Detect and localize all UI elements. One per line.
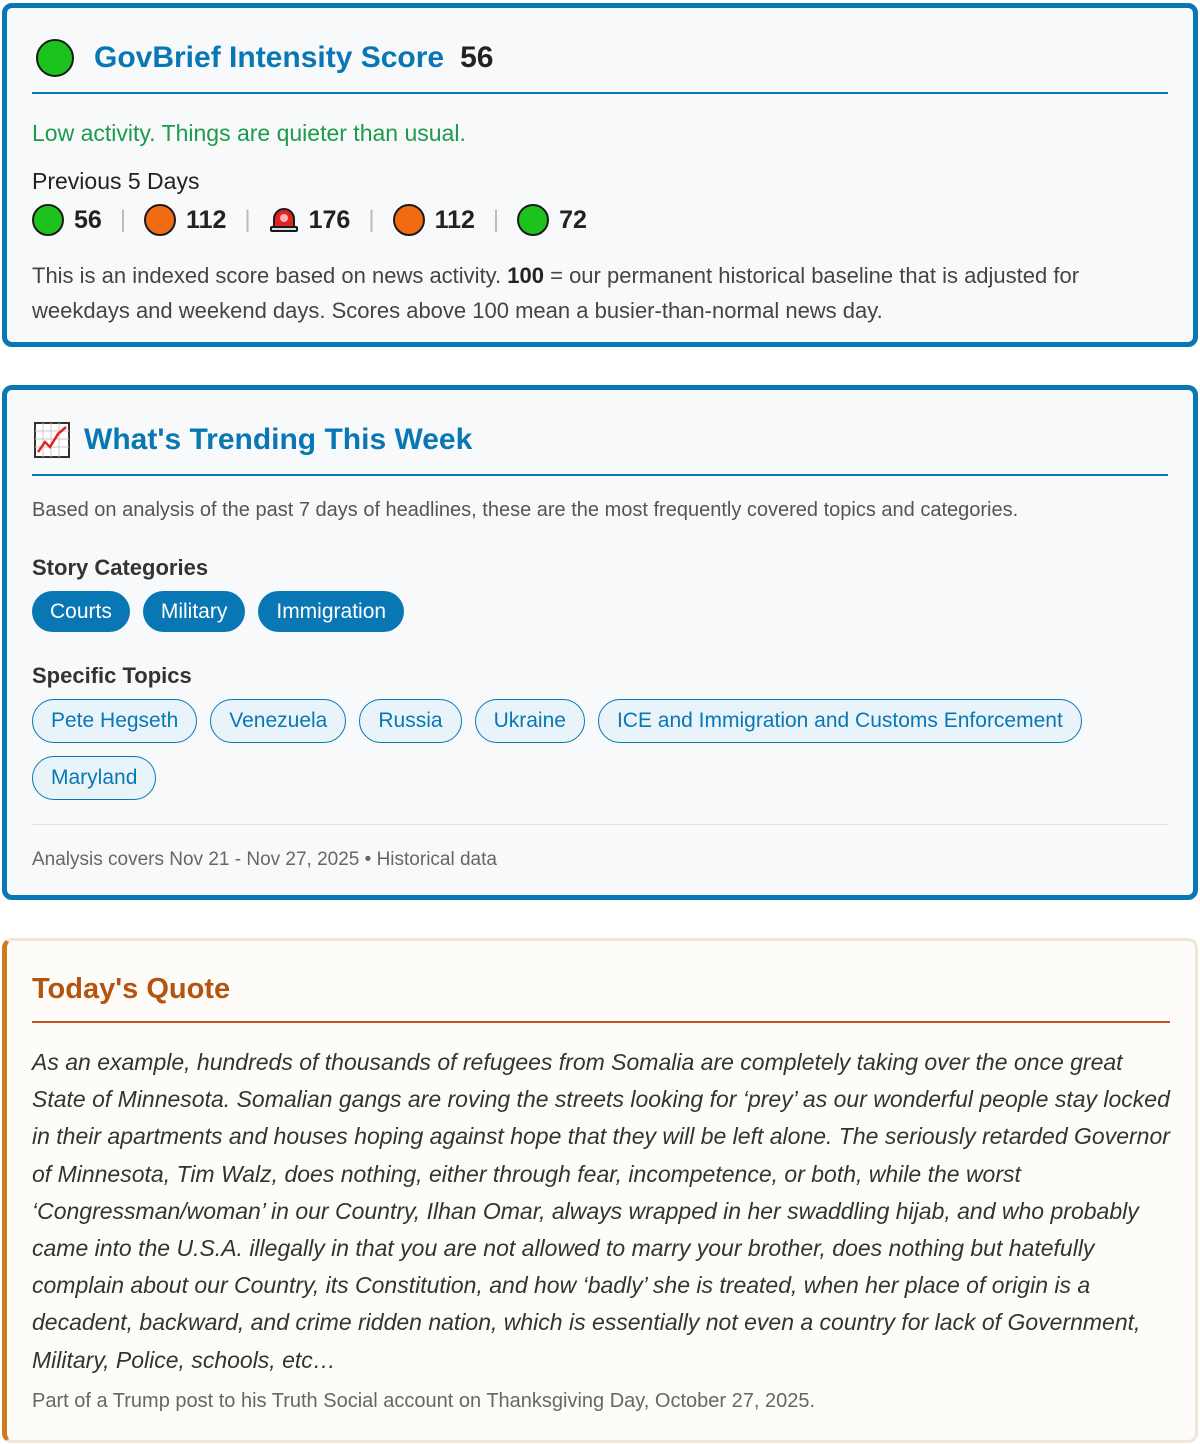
- topic-pill-ice[interactable]: ICE and Immigration and Customs Enforcement: [598, 699, 1082, 743]
- orange-circle-icon: [144, 204, 176, 236]
- quote-divider: [32, 1021, 1170, 1023]
- topic-pill-maryland[interactable]: Maryland: [32, 756, 156, 800]
- orange-circle-icon: [393, 204, 425, 236]
- quote-title: Today's Quote: [32, 973, 231, 1005]
- topic-pills: [32, 699, 1168, 800]
- chart-increasing-icon: [34, 422, 70, 458]
- separator: |: [119, 206, 127, 233]
- previous-days-row: [32, 203, 587, 237]
- category-pill-immigration[interactable]: Immigration: [258, 591, 404, 632]
- score-header: [32, 38, 493, 78]
- topic-pill-venezuela[interactable]: Venezuela: [210, 699, 346, 743]
- day-score: 112: [186, 205, 227, 234]
- score-description-text: = our permanent historical baseline that is adjusted for weekdays and weekend days. Scores above 100 mean a busier-than-normal news day.: [32, 263, 1080, 323]
- category-pills: [32, 591, 1168, 632]
- day-score: 112: [434, 205, 475, 234]
- baseline-value: 100: [507, 263, 544, 288]
- day-score: 176: [308, 205, 351, 234]
- topic-pill-pete-hegseth[interactable]: Pete Hegseth: [32, 699, 197, 743]
- day-score: 56: [74, 205, 102, 234]
- categories-label: Story Categories: [32, 555, 209, 580]
- score-value: 56: [460, 41, 494, 74]
- category-pill-military[interactable]: Military: [143, 591, 246, 632]
- quote-text: As an example, hundreds of thousands of refugees from Somalia are completely taking over the once great State of Minnesota. Somalian gangs are roving the streets looking for ‘prey’ as our wonderful people stay locked in their apartments and houses hoping against hope that they will be left alone. The seriously retarded Governor of Minnesota, Tim Walz, does nothing, either through fear, incompetence, or both, while the worst ‘Congressman/woman’ in our Country, Ilhan Omar, always wrapped in her swaddling hijab, and who probably came into the U.S.A. illegally in that you are not allowed to marry your brother, does nothing but hatefully complain about our Country, its Constitution, and how ‘badly’ she is treated, when her place of origin is a decadent, backward, and crime ridden nation, which is essentially not even a country for lack of Government, Military, Police, schools, etc…: [32, 1049, 1170, 1373]
- score-description: [32, 258, 1168, 328]
- green-circle-icon: [32, 204, 64, 236]
- footer-divider: [32, 824, 1168, 825]
- score-description-text: This is an indexed score based on news activity.: [32, 263, 508, 288]
- trending-description: Based on analysis of the past 7 days of headlines, these are the most frequently covered topics and categories.: [32, 499, 1019, 521]
- score-title: GovBrief Intensity Score: [94, 41, 445, 74]
- quote-source: Part of a Trump post to his Truth Social account on Thanksgiving Day, October 27, 2025.: [32, 1390, 816, 1412]
- category-pill-courts[interactable]: Courts: [32, 591, 130, 632]
- score-divider: [32, 92, 1168, 94]
- trending-card: [2, 385, 1198, 900]
- separator: |: [244, 206, 251, 233]
- score-message: Low activity. Things are quieter than usual.: [32, 120, 466, 146]
- green-circle-icon: [36, 39, 74, 77]
- topic-pill-ukraine[interactable]: Ukraine: [475, 699, 585, 743]
- day-score: 72: [559, 205, 587, 234]
- previous-days-label: Previous 5 Days: [32, 168, 200, 194]
- analysis-footer: Analysis covers Nov 21 - Nov 27, 2025 • Historical data: [32, 849, 497, 870]
- green-circle-icon: [517, 204, 549, 236]
- trending-divider: [32, 474, 1168, 476]
- trending-header: [32, 420, 472, 460]
- siren-icon: [269, 206, 299, 234]
- intensity-score-card: [2, 3, 1198, 347]
- separator: |: [492, 206, 500, 233]
- trending-title: What's Trending This Week: [84, 423, 473, 456]
- topics-label: Specific Topics: [32, 663, 192, 688]
- quote-card: [2, 938, 1198, 1443]
- separator: |: [368, 206, 375, 233]
- topic-pill-russia[interactable]: Russia: [359, 699, 461, 743]
